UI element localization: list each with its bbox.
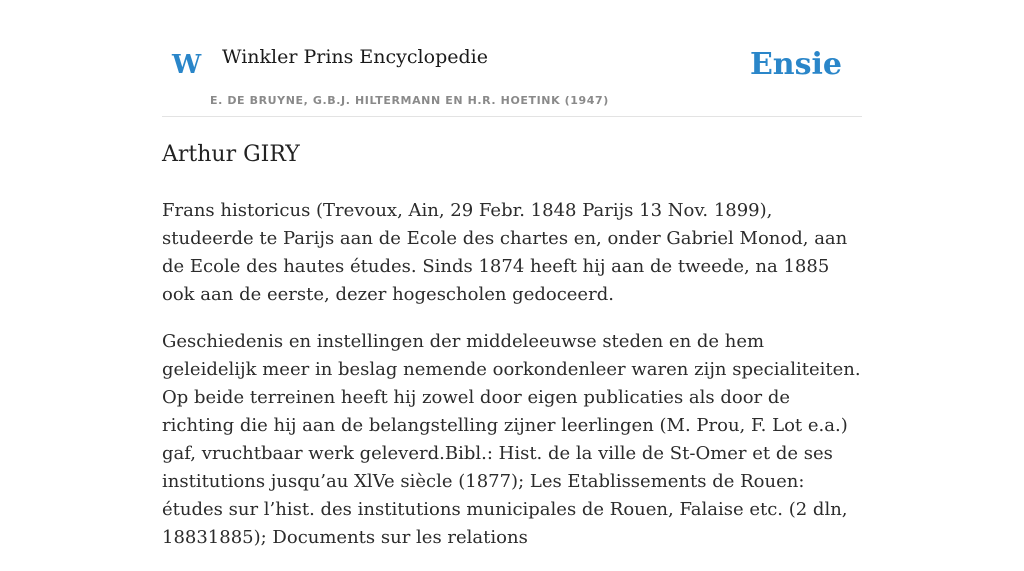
winkler-prins-logo[interactable]: W [172,50,202,80]
site-header [162,0,862,117]
article-paragraph: Geschiedenis en instellingen der middeleeuwse steden en de hem geleidelijk meer in beslag nemende oorkondenleer waren zijn specialiteiten. Op beide terreinen heeft hij zowel door eigen publicaties als door de richting die hij aan de belangstelling zijner leerlingen (M. Prou, F. Lot e.a.) gaf, vruchtbaar werk geleverd.Bibl.: Hist. de la ville de St-Omer et de ses institutions jusqu’au XlVe siècle (1877); Les Etablissements de Rouen: études sur l’hist. des institutions municipales de Rouen, Falaise etc. (2 dln, 18831885); Documents sur les relations [162,331,861,548]
encyclopedia-title: Winkler Prins Encyclopedie [222,46,488,68]
ensie-brand-link[interactable]: Ensie [749,47,842,82]
article-paragraph: Frans historicus (Trevoux, Ain, 29 Febr. 1848 Parijs 13 Nov. 1899), studeerde te Parijs aan de Ecole des chartes en, onder Gabriel Monod, aan de Ecole des hautes études. Sinds 1874 heeft hij aan de tweede, na 1885 ook aan de eerste, dezer hogescholen gedoceerd. [162,200,848,305]
article-title: Arthur GIRY [162,142,300,167]
authors-line: E. DE BRUYNE, G.B.J. HILTERMANN EN H.R. HOETINK (1947) [210,94,609,107]
article [162,138,862,571]
